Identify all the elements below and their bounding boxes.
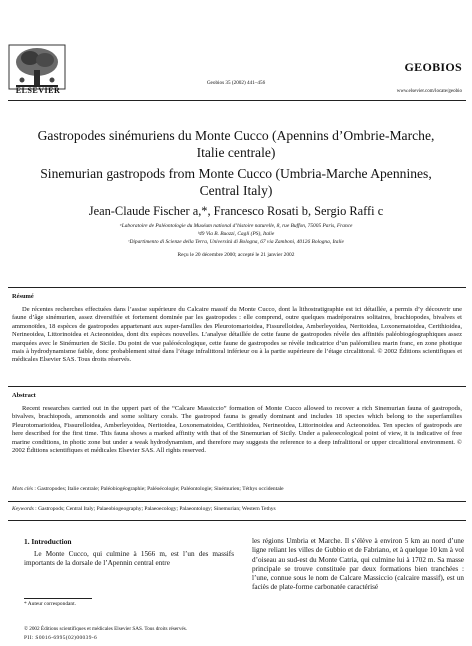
keywords-rule-2 <box>8 520 466 521</box>
affiliation-c: ᶜDipartimento di Scienze della Terra, Università di Bologna, 67 via Zamboni, 40126 Bologna, Italie <box>128 239 344 245</box>
journal-name: GEOBIOS <box>404 60 462 74</box>
resume-rule <box>8 287 466 288</box>
title-french-line-1: Gastropodes sinémuriens du Monte Cucco (Apennins d’Ombrie-Marche, <box>37 128 435 143</box>
resume-text: De récentes recherches effectuées dans l’assise supérieure du Calcaire massif du Monte Cucco, dont la lithostratigraphie est ici détaillée, a permis d’y découvrir une faune d’âge sinémurien, assez diversifiée et fortement dominée par les gastropodes : elle comprend, outre quelques madréporaires solitaires, brachiopodes, bivalves et ammonoïdes, 18 espèces de gastropodes appartenant aux super-familles des Pleurotomarioidea, Fissurelloidea, Amberleyoidea, Neritoidea, Loxonematoidea, Cerithioidea, Nerineoidea, Littorinoidea et Acteonoidea, dont dix espèces nouvelles. L’analyse détaillée de cette faune de gastropodes révèle des affinités paléobiogéographiques assez marquées avec le Sinémurien de Sicile. Du point de vue paléoécologique, cette faune de gastropodes se révèle indicatrice d’un paléomilieu marin franc, en zone photique mais à hydrodynamisme faible, donc probablement situé dans l’étage infralittoral inférieur ou à la partie supérieure de l’étage circalittoral. © 2002 Éditions scientifiques et médicales Elsevier SAS. Tous droits réservés. <box>12 306 462 364</box>
resume-heading: Résumé <box>12 293 34 300</box>
journal-reference: Geobios 35 (2002) 441–456 <box>206 80 266 86</box>
keywords-english <box>12 506 462 513</box>
authors: Jean-Claude Fischer a,*, Francesco Rosati b, Sergio Raffi c <box>88 204 384 218</box>
journal-url[interactable]: www.elsevier.com/locate/geobio <box>396 89 462 94</box>
abstract-text: Recent researches carried out in the uppert part of the “Calcare Massiccio” formation of Monte Cucco allowed to recover a rich Sinemurian fauna of gastropods, bivalves, brachiopods, ammonoids and some solitary corals. The gastropod fauna is greatly dominant and includes 18 species which belong to the superfamilies Pleurotomarioidea, Fissurelloidea, Amberleyoidea, Neritoidea, Loxonematoidea, Cerithioidea, Nerineoidea, Littorinoidea and Acteonoidea. Ten species of gastropods are here described for the first time. This fauna shows a marked affinity with that of the Sinemurian of Sicily. Under a paleoecological point of view, it is indicative of free marine conditions, in photic zone but under a weak hydrodynamism, and therefore may suggests the reference to a deep infralittoral or upper circalittoral environment. © 2002 Éditions scientifiques et médicales Elsevier SAS. All rights reserved. <box>12 405 462 455</box>
title-french <box>10 127 462 161</box>
introduction-heading: 1. Introduction <box>24 537 72 546</box>
keywords-rule-1 <box>8 501 466 502</box>
corresponding-author-footnote: * Auteur correspondant. <box>24 601 76 607</box>
footnote-rule <box>24 598 92 599</box>
introduction-text: Le Monte Cucco, qui culmine à 1566 m, est l’un des massifs importants de la dorsale de l’Apennin central entre <box>24 550 234 568</box>
header-rule <box>8 100 466 101</box>
right-column-text: les régions Umbria et Marche. Il s’élève à environ 5 km au nord d’une ligne reliant les villes de Gubbio et de Fabriano, et à quelque 10 km à vol d’oiseau au sud-est du Monte Catria, qui culmine lui à 1702 m. Sa masse principale se trouve constituée par deux formations bien tranchées : l’une, connue sous le nom de Calcare Massiccio (calcaire massif), est un faciès de plate-forme carbonatée caractérisé <box>252 537 464 592</box>
abstract-rule <box>8 386 466 387</box>
title-english-line-2: Central Italy) <box>199 183 273 198</box>
keywords-french <box>12 486 462 493</box>
title-english <box>10 165 462 199</box>
keywords-french-list: : Gastropodes; Italie centrale; Paléobiogéographie; Paléoécologie; Paléontologie; Sinémurien; Téthys occidentale <box>32 486 284 492</box>
keywords-english-list: : Gastropods; Central Italy; Palaeobiogeography; Palaeoecology; Palaeontology; Sinemurian; Western Tethys <box>33 506 276 512</box>
abstract-heading: Abstract <box>12 392 36 399</box>
copyright-footer: © 2002 Éditions scientifiques et médicales Elsevier SAS. Tous droits réservés. <box>24 626 188 632</box>
keywords-english-label: Keywords <box>12 506 34 512</box>
title-french-line-2: Italie centrale) <box>196 145 276 160</box>
pii-identifier: PII: S0016-6995(02)00039-6 <box>24 635 98 641</box>
keywords-french-label: Mots clés <box>12 486 33 492</box>
affiliation-a: ᵃLaboratoire de Paléontologie du Muséum national d’histoire naturelle, 8, rue Buffon, 75005 Paris, France <box>119 223 353 229</box>
affiliation-b: ᵇ49 Via B. Buozzi, Cagli (PS), Italie <box>197 231 275 237</box>
title-english-line-1: Sinemurian gastropods from Monte Cucco (Umbria-Marche Apennines, <box>40 166 432 181</box>
received-dates: Reçu le 20 décembre 2000; accepté le 21 janvier 2002 <box>177 252 295 258</box>
publisher-name: ELSEVIER <box>15 86 61 95</box>
